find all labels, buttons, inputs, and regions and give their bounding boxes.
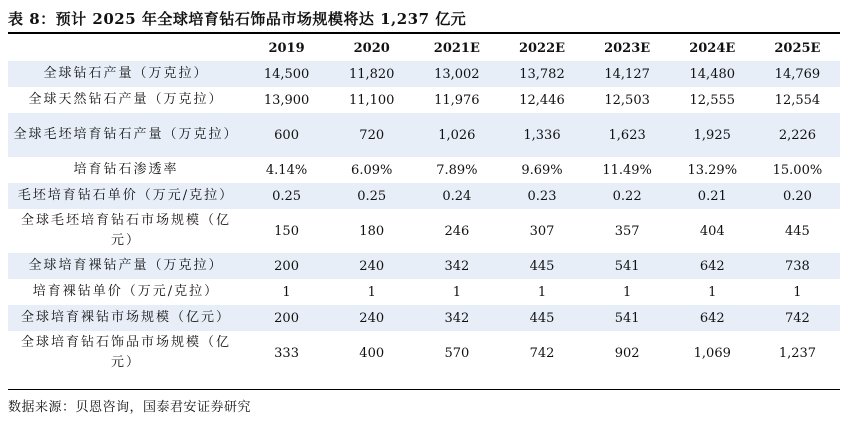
table-cell: 333 (274, 345, 299, 361)
row-label: 全球培育裸钻市场规模（亿元） (8, 305, 244, 331)
row-label: 全球毛坯培育钻石产量（万克拉） (8, 113, 244, 157)
table-cell: 9.69% (521, 162, 563, 178)
market-table (8, 35, 840, 375)
table-cell: 600 (244, 113, 329, 157)
table-cell: 13,782 (499, 61, 584, 87)
header-cell-2023e: 2023E (604, 40, 651, 56)
table-cell: 14,480 (670, 61, 755, 87)
row-label: 全球培育钻石饰品市场规模（亿元） (20, 335, 231, 370)
table-cell: 0.22 (585, 183, 670, 209)
table-cell: 14,500 (244, 61, 329, 87)
table-cell: 342 (414, 305, 499, 331)
table-cell: 307 (529, 223, 555, 239)
table-cell: 1,237 (778, 345, 817, 361)
table-cell: 12,446 (519, 92, 565, 108)
table-cell: 14,127 (585, 61, 670, 87)
table-cell: 1 (708, 284, 717, 300)
top-rule (8, 32, 840, 34)
table-cell: 0.25 (244, 183, 329, 209)
table-cell: 12,503 (604, 92, 650, 108)
table-cell: 404 (699, 223, 725, 239)
table-cell: 445 (499, 253, 584, 279)
header-row (8, 35, 840, 61)
table-cell: 12,554 (774, 92, 821, 108)
table-cell: 1 (622, 284, 632, 300)
row-label: 培育钻石渗透率 (73, 162, 179, 177)
table-cell: 15.00% (772, 162, 823, 178)
table-cell: 541 (585, 253, 670, 279)
table-cell: 720 (329, 113, 414, 157)
table-cell: 246 (444, 223, 470, 239)
table-cell: 7.89% (436, 162, 478, 178)
table-cell: 1,026 (414, 113, 499, 157)
table-cell: 1 (537, 284, 547, 300)
table-row (8, 279, 840, 305)
table-row (8, 183, 840, 209)
table-cell: 0.23 (499, 183, 584, 209)
table-cell: 14,769 (755, 61, 840, 87)
row-label: 全球毛坯培育钻石市场规模（亿元） (20, 213, 231, 248)
source-note: 数据来源：贝恩咨询，国泰君安证券研究 (8, 400, 252, 415)
table-cell: 11.49% (602, 162, 652, 178)
header-cell-2019: 2019 (268, 40, 305, 56)
row-label: 全球培育裸钻产量（万克拉） (8, 253, 244, 279)
table-cell: 902 (614, 345, 640, 361)
table-cell: 570 (444, 345, 470, 361)
table-cell: 742 (755, 305, 840, 331)
table-row (8, 305, 840, 331)
header-cell-0 (8, 35, 244, 61)
table-cell: 1 (367, 284, 376, 300)
table-cell: 6.09% (351, 162, 393, 178)
table-cell: 1,069 (693, 345, 731, 361)
table-cell: 342 (414, 253, 499, 279)
table-cell: 445 (499, 305, 584, 331)
table-cell: 200 (244, 305, 329, 331)
table-cell: 1 (452, 284, 461, 300)
table-cell: 1 (793, 284, 802, 300)
table-cell: 11,100 (348, 92, 395, 108)
table-row (8, 61, 840, 87)
table-cell: 0.21 (670, 183, 755, 209)
table-cell: 1 (282, 284, 291, 300)
table-row (8, 113, 840, 157)
table-row (8, 157, 840, 183)
table-row (8, 253, 840, 279)
table-cell: 1,925 (670, 113, 755, 157)
table-cell: 0.20 (755, 183, 840, 209)
header-cell-2022e: 2022E (518, 40, 566, 56)
table-cell: 11,976 (434, 92, 480, 108)
bottom-rule (8, 389, 840, 390)
table-cell: 1,623 (585, 113, 670, 157)
table-cell: 12,555 (689, 92, 736, 108)
header-cell-2021e: 2021E (433, 40, 480, 56)
table-cell: 13.29% (687, 162, 738, 178)
row-label: 全球钻石产量（万克拉） (8, 61, 244, 87)
table-cell: 13,900 (263, 92, 310, 108)
row-label: 培育裸钻单价（万元/克拉） (32, 284, 220, 299)
table-row (8, 331, 840, 375)
table-cell: 738 (755, 253, 840, 279)
table-cell: 0.25 (329, 183, 414, 209)
row-label: 毛坯培育钻石单价（万元/克拉） (8, 183, 244, 209)
table-cell: 357 (614, 223, 640, 239)
table-cell: 541 (585, 305, 670, 331)
table-cell: 445 (785, 223, 810, 239)
table-cell: 642 (670, 253, 755, 279)
header-cell-2020: 2020 (353, 40, 390, 56)
header-cell-2025e: 2025E (774, 40, 821, 56)
table-row (8, 87, 840, 113)
table-cell: 240 (329, 253, 414, 279)
table-cell: 4.14% (265, 162, 308, 178)
table-cell: 240 (329, 305, 414, 331)
table-cell: 11,820 (329, 61, 414, 87)
row-label: 全球天然钻石产量（万克拉） (28, 92, 224, 107)
header-cell-2024e: 2024E (689, 40, 736, 56)
table-cell: 642 (670, 305, 755, 331)
table-cell: 400 (359, 345, 385, 361)
table-cell: 1,336 (499, 113, 584, 157)
table-cell: 13,002 (414, 61, 499, 87)
table-cell: 742 (529, 345, 555, 361)
table-cell: 150 (274, 223, 299, 239)
table-cell: 0.24 (414, 183, 499, 209)
table-cell: 200 (244, 253, 329, 279)
table-cell: 180 (359, 223, 385, 239)
table-title: 表 8：预计 2025 年全球培育钻石饰品市场规模将达 1,237 亿元 (8, 10, 467, 28)
table-cell: 2,226 (755, 113, 840, 157)
table-row (8, 209, 840, 253)
